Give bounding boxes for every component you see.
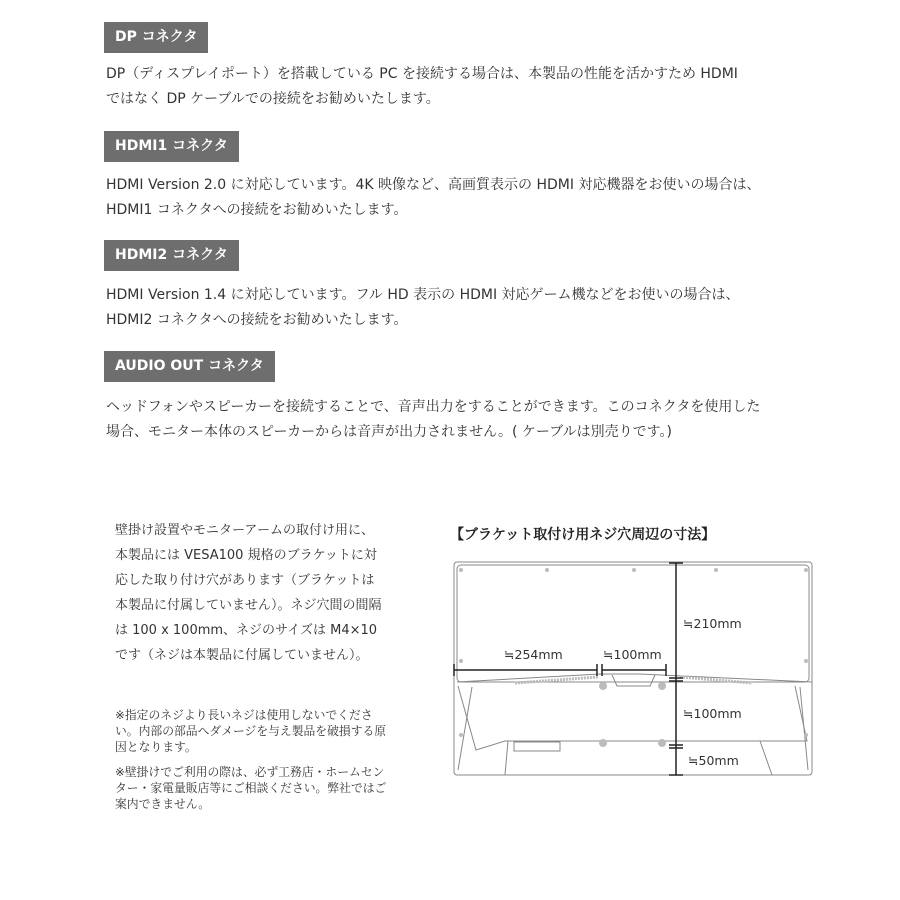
section-heading-hdmi1: HDMI1 コネクタ (104, 131, 239, 162)
dim-label-hole: ≒100mm (603, 647, 662, 662)
dim-label-top: ≒210mm (683, 616, 742, 631)
text-line: 応した取り付け穴があります（ブラケットは (115, 573, 375, 588)
text-line: 本製品には VESA100 規格のブラケットに対 (115, 548, 377, 563)
text-line: ※指定のネジより長いネジは使用しないでくださ (115, 708, 373, 722)
text-line: ではなく DP ケーブルでの接続をお勧めいたします。 (106, 91, 440, 107)
monitor-outline (454, 562, 812, 775)
text-line: HDMI Version 1.4 に対応しています。フル HD 表示の HDMI 対応ゲーム機などをお使いの場合は、 (106, 287, 740, 303)
dimension-lines (454, 563, 683, 775)
text-line: DP（ディスプレイポート）を搭載している PC を接続する場合は、本製品の性能を活かすため HDMI (106, 66, 738, 82)
text-line: 場合、モニター本体のスピーカーからは音声が出力されません。( ケーブルは別売りです。) (106, 424, 672, 440)
text-line: HDMI Version 2.0 に対応しています。4K 映像など、高画質表示の HDMI 対応機器をお使いの場合は、 (106, 177, 761, 193)
text-line: 壁掛け設置やモニターアームの取付け用に、 (115, 523, 374, 538)
text-line: は 100 x 100mm、ネジのサイズは M4×10 (115, 623, 378, 638)
diagram-title: 【ブラケット取付け用ネジ穴周辺の寸法】 (450, 527, 716, 543)
dim-label-left: ≒254mm (504, 647, 563, 662)
text-line: HDMI1 コネクタへの接続をお勧めいたします。 (106, 202, 408, 218)
text-line: ヘッドフォンやスピーカーを接続することで、音声出力をすることができます。このコネクタを使用した (106, 399, 761, 415)
text-line: 因となります。 (115, 740, 197, 754)
text-line: ※壁掛けでご利用の際は、必ず工務店・ホームセン (115, 765, 385, 779)
text-line: HDMI2 コネクタへの接続をお勧めいたします。 (106, 312, 408, 328)
text-line: い。内部の部品へダメージを与え製品を破損する原 (115, 724, 387, 738)
text-line: ター・家電量販店等にご相談ください。弊社ではご (115, 781, 387, 795)
text-line: 本製品に付属していません）。ネジ穴間の間隔 (115, 598, 382, 613)
text-line: です（ネジは本製品に付属していません）。 (115, 648, 369, 663)
section-heading-hdmi2: HDMI2 コネクタ (104, 240, 239, 271)
dim-label-vertical: ≒100mm (683, 706, 742, 721)
text-line: 案内できません。 (115, 797, 211, 811)
dim-label-bottom: ≒50mm (688, 753, 739, 768)
section-heading-dp: DP コネクタ (104, 22, 208, 53)
section-heading-audio: AUDIO OUT コネクタ (104, 351, 275, 382)
